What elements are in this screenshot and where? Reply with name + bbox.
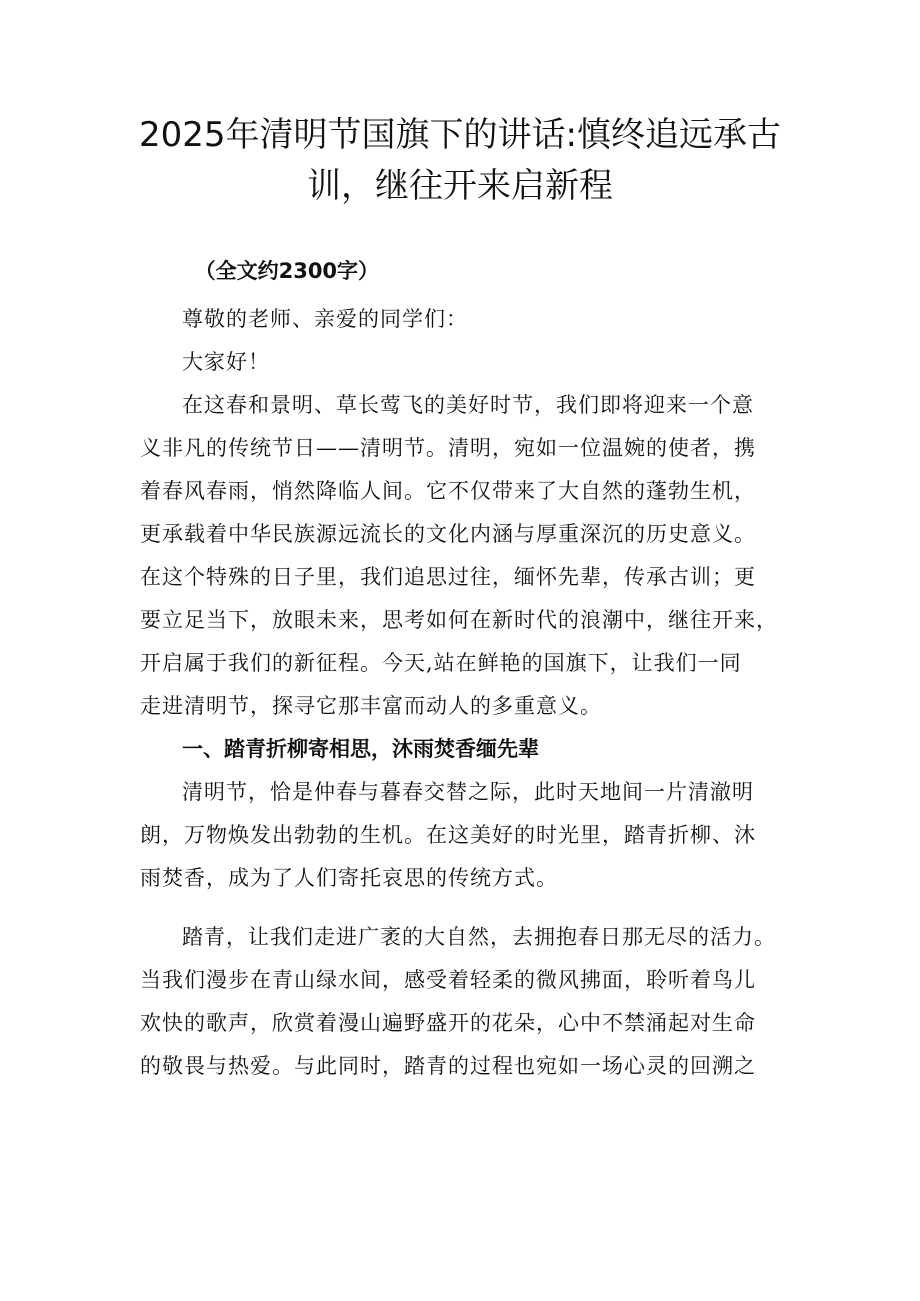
document-title (120, 110, 800, 212)
title-line: 2025年清明节国旗下的讲话:慎终追远承古 (139, 115, 781, 155)
paragraph-line: 清明节，恰是仲春与暮春交替之际，此时天地间一片清澈明 (182, 780, 754, 804)
paragraph-gap (140, 900, 786, 916)
greeting: 大家好！ (182, 350, 270, 374)
paragraph-line: 在这春和景明、草长莺飞的美好时节，我们即将迎来一个意 (182, 393, 754, 417)
paragraph-line: 在这个特殊的日子里，我们追思过往，缅怀先辈，传承古训；更 (140, 565, 756, 589)
section-paragraph (140, 771, 786, 900)
paragraph-line: 义非凡的传统节日——清明节。清明，宛如一位温婉的使者，携 (140, 436, 756, 460)
salutation: 尊敬的老师、亲爱的同学们： (182, 307, 468, 331)
paragraph-line: 雨焚香，成为了人们寄托哀思的传统方式。 (140, 866, 558, 890)
section-heading: 一、踏青折柳寄相思，沐雨焚香缅先辈 (182, 737, 539, 761)
paragraph-line: 走进清明节，探寻它那丰富而动人的多重意义。 (140, 694, 602, 718)
paragraph-line: 要立足当下，放眼未来，思考如何在新时代的浪潮中，继往开来， (140, 608, 778, 632)
document-body (140, 250, 786, 1088)
section-paragraph (140, 916, 786, 1088)
paragraph-line: 踏青，让我们走进广袤的大自然，去拥抱春日那无尽的活力。 (182, 925, 776, 949)
paragraph-line: 欢快的歌声，欣赏着漫山遍野盛开的花朵，心中不禁涌起对生命 (140, 1011, 756, 1035)
paragraph-line: 开启属于我们的新征程。今天,站在鲜艳的国旗下，让我们一同 (140, 651, 742, 675)
paragraph-line: 当我们漫步在青山绿水间，感受着轻柔的微风拂面，聆听着鸟儿 (140, 968, 756, 992)
intro-paragraph (140, 384, 786, 728)
title-line: 训，继往开来启新程 (307, 166, 613, 206)
paragraph-line: 更承载着中华民族源远流长的文化内涵与厚重深沉的历史意义。 (140, 522, 756, 546)
word-count-note: （全文约2300字） (194, 259, 380, 283)
paragraph-line: 着春风春雨，悄然降临人间。它不仅带来了大自然的蓬勃生机， (140, 479, 756, 503)
paragraph-line: 朗，万物焕发出勃勃的生机。在这美好的时光里，踏青折柳、沐 (140, 823, 756, 847)
paragraph-line: 的敬畏与热爱。与此同时，踏青的过程也宛如一场心灵的回溯之 (140, 1054, 756, 1078)
